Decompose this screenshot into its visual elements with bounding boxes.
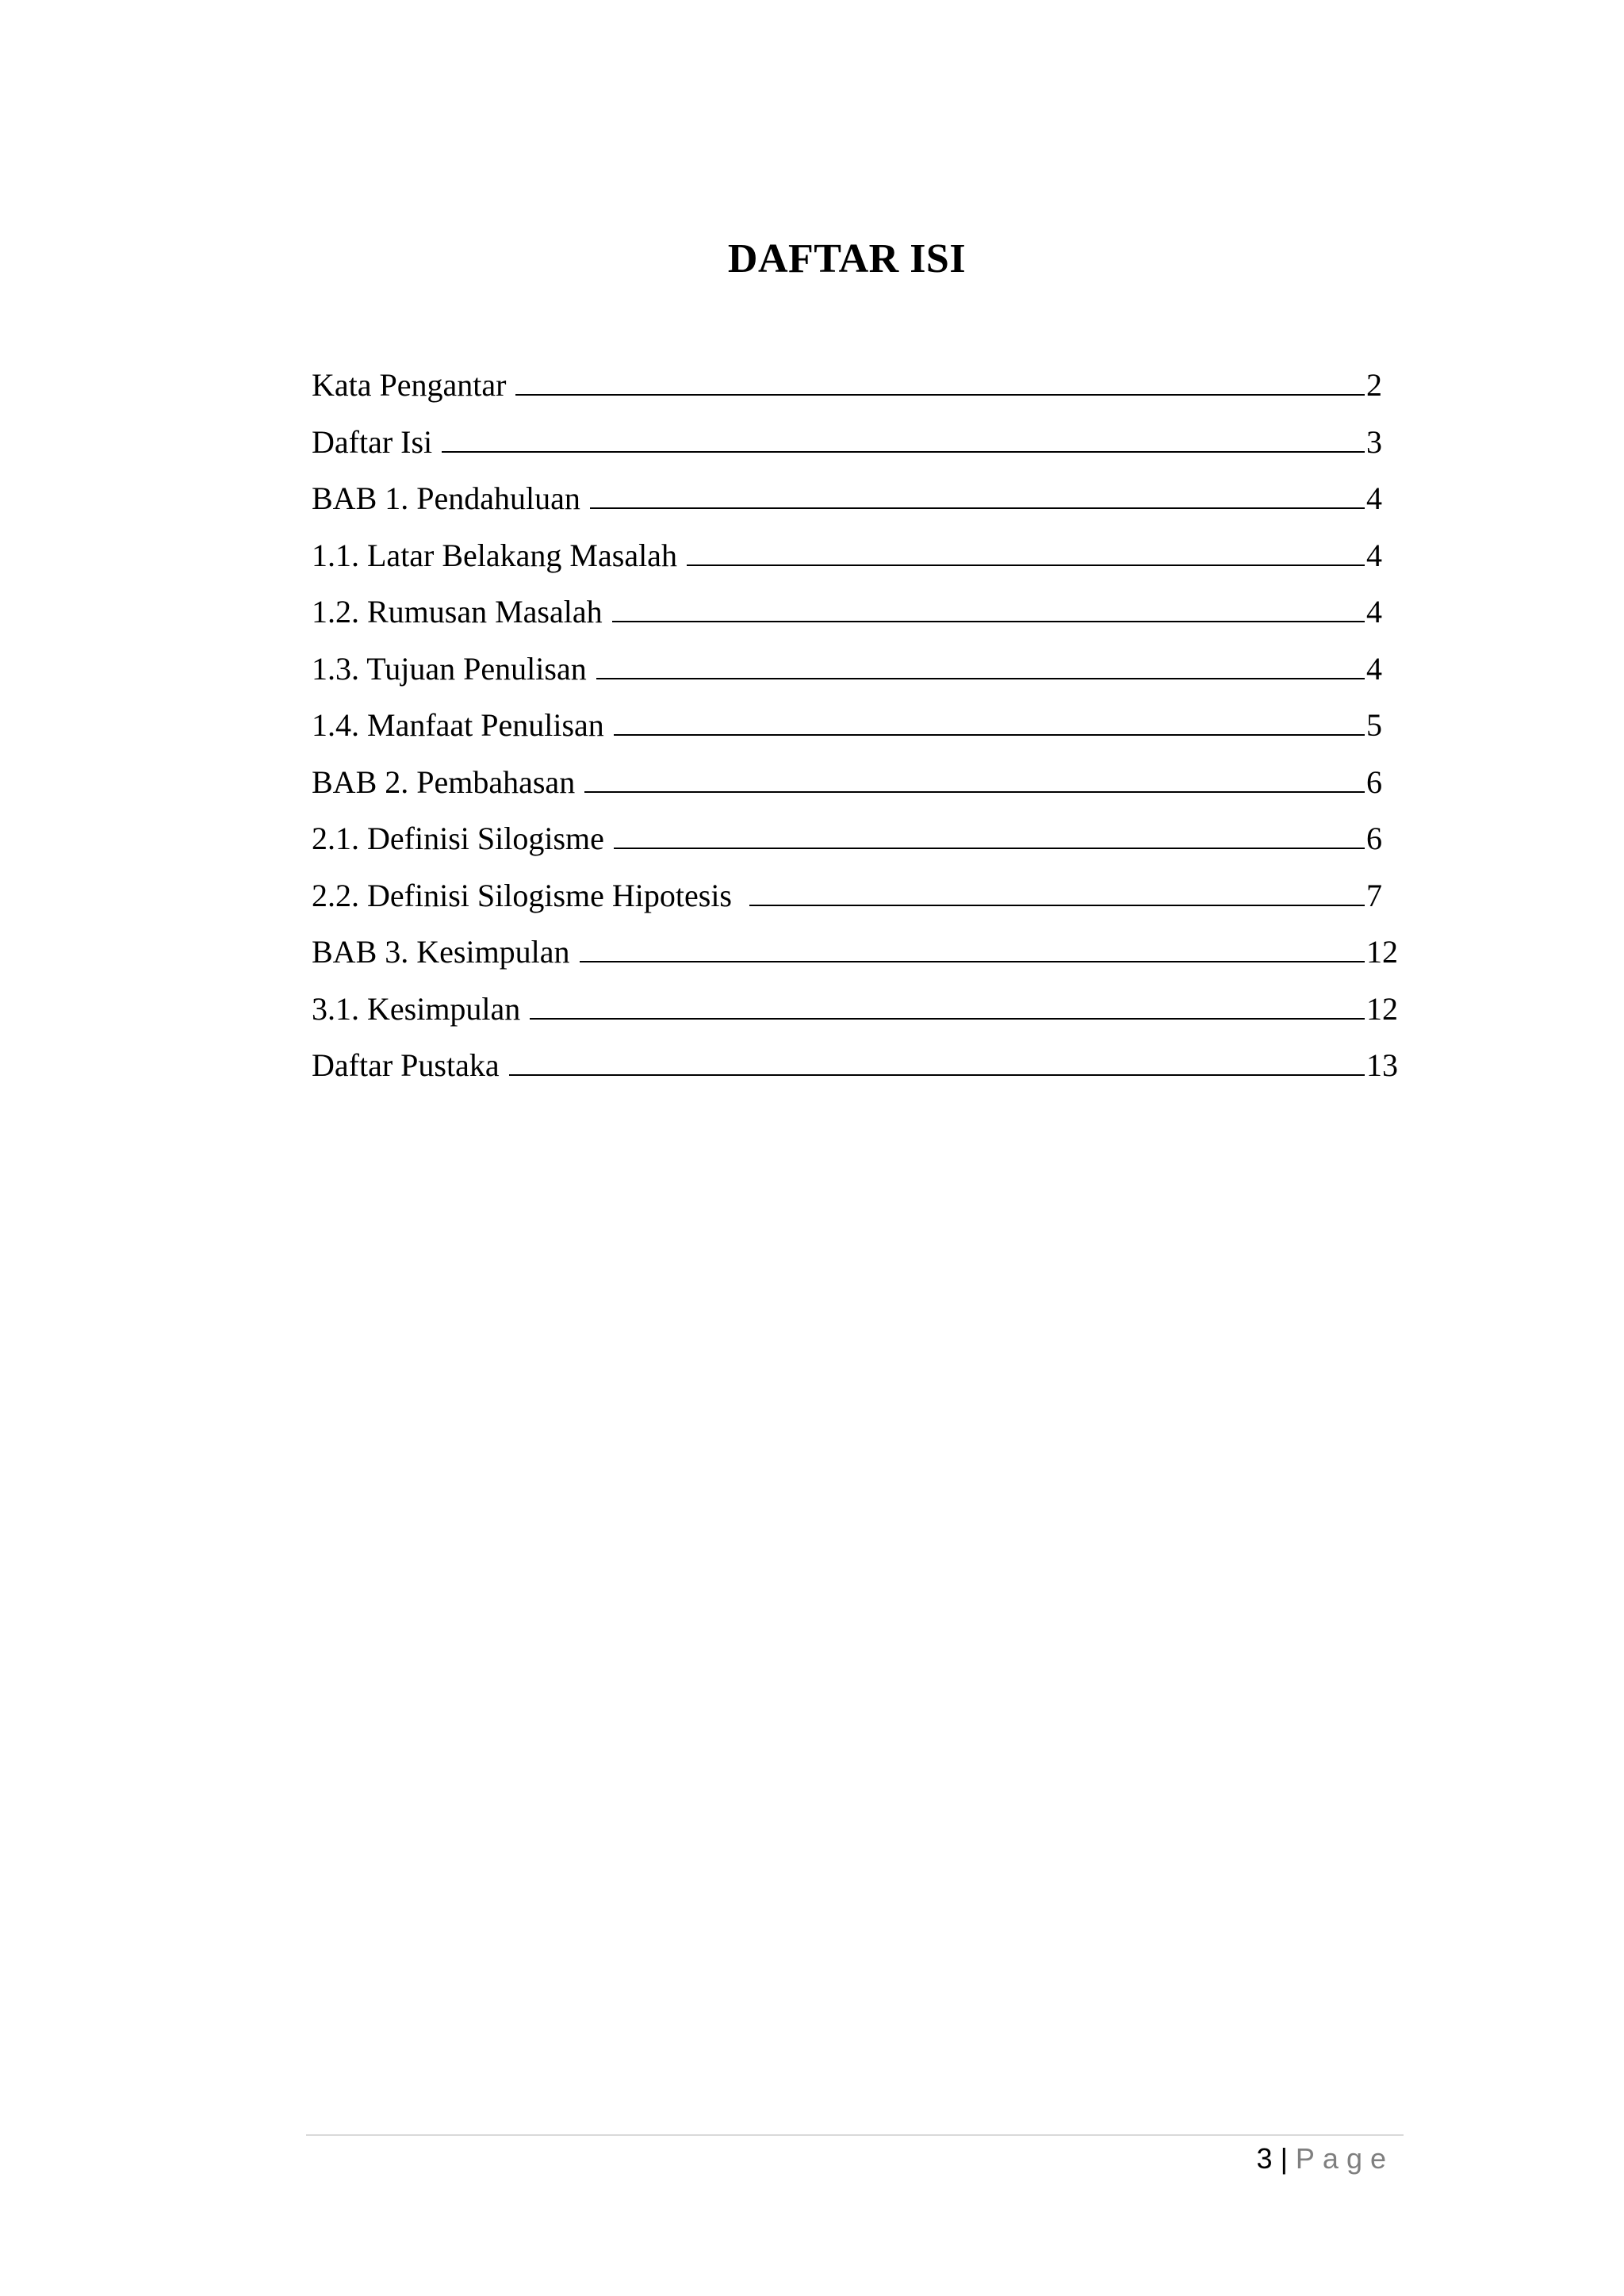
toc-entry-page: 12 — [1366, 934, 1398, 970]
footer-page-number: 3 — [1256, 2142, 1273, 2175]
toc-entry[interactable] — [312, 872, 1398, 929]
toc-entry[interactable] — [312, 362, 1398, 419]
toc-entry-page: 4 — [1366, 480, 1382, 516]
footer-separator: | — [1280, 2142, 1288, 2175]
toc-entry-label: Daftar Pustaka — [312, 1047, 500, 1083]
toc-entry-label: 2.2. Definisi Silogisme Hipotesis — [312, 877, 732, 913]
page-footer — [1257, 2139, 1394, 2179]
toc-entry-label: 2.1. Definisi Silogisme — [312, 821, 604, 856]
toc-leader-line — [590, 507, 1365, 509]
toc-entry-label: BAB 3. Kesimpulan — [312, 934, 570, 970]
toc-entry-page: 13 — [1366, 1047, 1398, 1083]
toc-leader-line — [687, 564, 1365, 566]
toc-entry-page: 7 — [1366, 877, 1382, 913]
toc-entry[interactable] — [312, 928, 1398, 985]
toc-leader-line — [614, 847, 1365, 849]
toc-entry[interactable] — [312, 532, 1398, 589]
toc-entry-page: 6 — [1366, 763, 1382, 800]
footer-divider — [306, 2134, 1404, 2136]
toc-entry[interactable] — [312, 645, 1398, 702]
toc-entry-label: BAB 2. Pembahasan — [312, 763, 576, 800]
toc-entry-page: 2 — [1366, 367, 1382, 403]
toc-leader-line — [612, 620, 1365, 622]
toc-leader-line — [442, 450, 1365, 453]
toc-entry-label: 1.1. Latar Belakang Masalah — [312, 537, 677, 573]
toc-entry-label: 1.4. Manfaat Penulisan — [312, 707, 604, 743]
toc-entry-page: 4 — [1366, 594, 1382, 629]
toc-leader-line — [614, 733, 1365, 736]
toc-entry[interactable] — [312, 419, 1398, 476]
toc-entry-page: 4 — [1366, 537, 1382, 573]
toc-entry[interactable] — [312, 985, 1398, 1043]
toc-entry[interactable] — [312, 588, 1398, 645]
toc-entry-label: 1.2. Rumusan Masalah — [312, 594, 603, 629]
toc-entry-label: BAB 1. Pendahuluan — [312, 480, 580, 516]
toc-entry[interactable] — [312, 759, 1398, 816]
toc-entry-page: 4 — [1366, 650, 1382, 687]
toc-leader-line — [580, 960, 1365, 962]
toc-entry-label: 1.3. Tujuan Penulisan — [312, 650, 587, 687]
toc-entry-page: 12 — [1366, 990, 1398, 1027]
toc-entry[interactable] — [312, 475, 1398, 532]
toc-entry-page: 5 — [1366, 707, 1382, 743]
toc-leader-line — [584, 790, 1365, 793]
toc-entry-label: Kata Pengantar — [312, 367, 507, 403]
table-of-contents — [312, 362, 1398, 1099]
toc-leader-line — [515, 393, 1365, 396]
footer-page-word: Page — [1295, 2142, 1394, 2175]
toc-entry[interactable] — [312, 1042, 1398, 1099]
toc-leader-line — [509, 1073, 1365, 1076]
toc-entry-label: Daftar Isi — [312, 423, 433, 460]
toc-entry[interactable] — [312, 702, 1398, 759]
toc-leader-line — [596, 677, 1365, 679]
toc-entry[interactable] — [312, 815, 1398, 872]
toc-entry-label: 3.1. Kesimpulan — [312, 990, 521, 1027]
toc-leader-line — [749, 904, 1365, 906]
toc-entry-page: 6 — [1366, 821, 1382, 856]
page-title: DAFTAR ISI — [727, 236, 967, 281]
toc-entry-page: 3 — [1366, 423, 1382, 460]
toc-leader-line — [530, 1017, 1365, 1020]
